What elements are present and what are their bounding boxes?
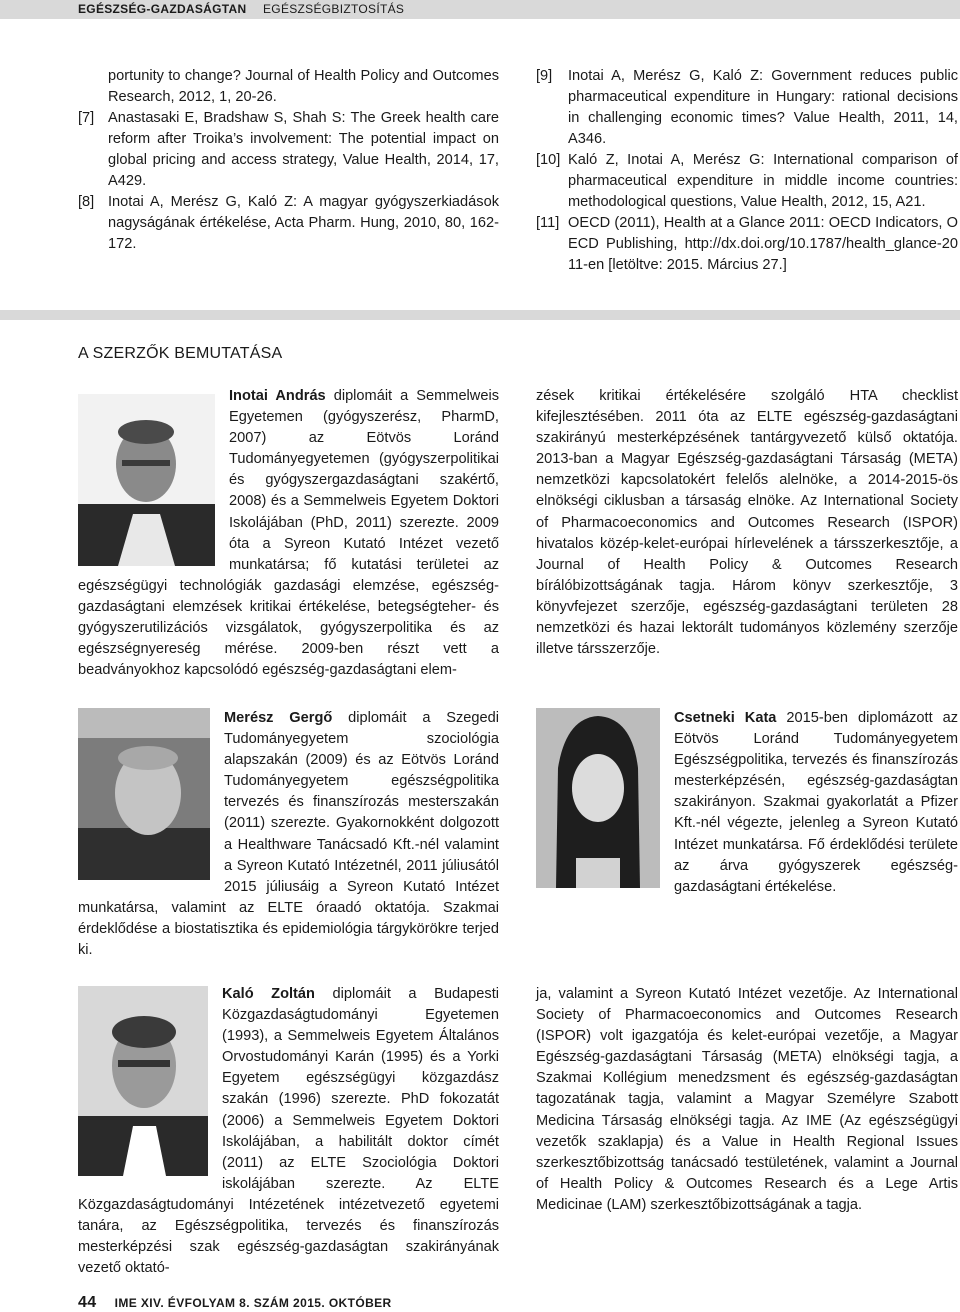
bio-name-kalo: Kaló Zoltán bbox=[222, 986, 315, 1002]
bio-name-csetneki: Csetneki Kata bbox=[674, 710, 777, 726]
running-header bbox=[0, 0, 960, 19]
reference-item bbox=[536, 66, 958, 150]
header-section-secondary: EGÉSZSÉGBIZTOSÍTÁS bbox=[263, 2, 405, 16]
bio-name-inotai: Inotai András bbox=[229, 388, 326, 404]
portrait-photo-meresz bbox=[78, 708, 210, 880]
bio-csetneki bbox=[536, 708, 958, 898]
reference-number: [11] bbox=[536, 215, 560, 231]
page-number: 44 bbox=[78, 1294, 97, 1311]
references-right bbox=[536, 66, 958, 276]
bio-continuation-inotai: zések kritikai értékelésére szolgáló HTA checklist kifejlesztésében. 2011 óta az ELTE egészség-gazdaságtani szakirányú mesterképzésének tantárgyvezető külső oktatója. 2013-ban a Magyar Egészség-gazdaságtani Társaság (META) nemzetközi kapcsolatokért felelős alelnöke, a 2014-2015-ös elnökségi ciklusban a társaság elnöke. Az International Society of Pharmacoeconomics and Outcomes Research (ISPOR) hivatalos közép-kelet-európai hírlevelének a társszerkesztője, a Journal of Health Policy & Outcomes Research bírálóbizottságának tagja. Három könyv szerkesztője, 3 könyvfejezet szerzője, egészség-gazdaságtani területen 28 nemzetközi és hazai lektorált tudományos közlemény szerzője illetve társszerzője. bbox=[536, 388, 958, 658]
reference-item bbox=[536, 150, 958, 213]
portrait-photo-csetneki bbox=[536, 708, 660, 888]
page-footer bbox=[78, 1294, 392, 1312]
reference-text: Inotai A, Merész G, Kaló Z: Government reduces public pharmaceutical expenditure in Hungary: rational decisions in challenging economic times? Value Health, 2011, 14, A346. bbox=[568, 68, 958, 147]
bio-continuation-kalo: ja, valamint a Syreon Kutató Intézet vezetője. Az International Society of Pharmacoeconomics and Outcomes Research (ISPOR) volt igazgatója és kelet-európai vezetője, a Magyar Egészség-gazdaságtani Társaság (META) elnökségi tagja, a Szakmai Kollégium menedzsment és egészség-gazdaságtan tagozatának tagja, valamint a Magyar Személyre Szabott Medicina Társaság elnökségi tagja. Az IME (Az egészségügyi vezetők szaklapja) és a Value in Health Regional Issues szerkesztőbizottság tanácsadó testületének, valamint a Journal of Health Policy & Outcomes Research és a Lege Artis Medicinae (LAM) szerkesztőbizottságának a tagja. bbox=[536, 986, 958, 1213]
portrait-photo-kalo bbox=[78, 986, 208, 1176]
reference-number: [9] bbox=[536, 68, 553, 84]
reference-item bbox=[78, 192, 499, 255]
reference-item bbox=[536, 213, 958, 276]
reference-text: Anastasaki E, Bradshaw S, Shah S: The Greek health care reform after Troika’s involvement: The potential impact on global pricing and access strategy, Value Health, 2014, 17, A429. bbox=[108, 110, 499, 189]
bio-kalo bbox=[78, 984, 499, 1279]
issue-label: IME XIV. ÉVFOLYAM 8. SZÁM 2015. OKTÓBER bbox=[114, 1296, 392, 1310]
portrait-photo-inotai bbox=[78, 394, 215, 566]
reference-number: [8] bbox=[78, 194, 95, 210]
reference-text: OECD (2011), Health at a Glance 2011: OECD Indicators, OECD Publishing, http://dx.doi.org/10.1787/health_glance-2011-en [letöltve: 2015. Március 27.] bbox=[568, 215, 958, 273]
bio-text-csetneki: 2015-ben diplomázott az Eötvös Loránd Tudományegyetem Egészségpolitika, tervezés és finanszírozás mesterképzésén, egészség-gazdaságtan szakirányon. Szakmai gyakorlatát a Pfizer Kft.-nél végezte, jelenleg a Syreon Kutató Intézet munkatársa. Fő érdeklődési területe az árva gyógyszerek egészség-gazdaságtani értékelése. bbox=[674, 710, 958, 895]
references-left bbox=[78, 66, 499, 255]
header-section-primary: EGÉSZSÉG-GAZDASÁGTAN bbox=[78, 2, 247, 16]
section-divider-band bbox=[0, 310, 960, 320]
reference-text: Inotai A, Merész G, Kaló Z: A magyar gyógyszerkiadások nagyságának értékelése, Acta Pharm. Hung, 2010, 80, 162-172. bbox=[108, 194, 499, 252]
reference-item bbox=[78, 108, 499, 192]
bio-text-meresz: diplomáit a Szegedi Tudományegyetem szociológia alapszakán (2009) és az Eötvös Loránd Tudományegyetem egészségpolitika tervezés és finanszírozás mesterszakán (2011) szerezte. Gyakornokként dolgozott a Healthware Tanácsadó Kft.-nél valamint a Syreon Kutató Intézetnél, 2011 júliusától 2015 júliusáig a Syreon Kutató Intézet munkatársa, valamint az ELTE óraadó oktatója. Szakmai érdeklődése a biostatisztika és epidemiológia tárgykörökre terjed ki. bbox=[78, 710, 499, 959]
section-title: A SZERZŐK BEMUTATÁSA bbox=[78, 345, 283, 362]
bio-inotai bbox=[78, 386, 499, 681]
bio-text-inotai: diplomáit a Semmelweis Egyetemen (gyógyszerész, PharmD, 2007) az Eötvös Loránd Tudományegyetemen (gyógyszerpolitikai és gyógyszergazdaságtani szakértő, 2008) és a Semmelweis Egyetem Doktori Iskolájában (PhD, 2011) szerezte. 2009 óta a Syreon Kutató Intézet vezető munkatársa; fő kutatási területei az egészségügyi technológiák gazdasági elemzése, egészség-gazdaságtani elemzések kritikai értékelése, betegségteher- és gyógyszerutilizációs vizsgálatok, gyógyszerpolitika és az egészségnyereség mérése. 2009-ben részt vett a beadványokhoz kapcsolódó egészség-gazdaságtani elem- bbox=[78, 388, 499, 679]
reference-number: [10] bbox=[536, 152, 561, 168]
bio-text-kalo: diplomáit a Budapesti Közgazdaságtudományi Egyetemen (1993), a Semmelweis Egyetem Általános Orvostudományi Karán (1995) és a Yorki Egyetem egészségügyi közgazdász szakán (1996) szerezte. PhD fokozatát (2006) a Semmelweis Egyetem Doktori Iskolájában, a habilitált doktor címét (2011) az ELTE Szociológia Doktori iskolájában szerezte. Az ELTE Közgazdaságtudományi Intézetének intézetvezető egyetemi tanára, az Egészségpolitika, tervezés és finanszírozás mesterképzési szak egészség-gazdaságtan szakirányának vezető oktató- bbox=[78, 986, 499, 1277]
bio-name-meresz: Merész Gergő bbox=[224, 710, 333, 726]
reference-text: Kaló Z, Inotai A, Merész G: International comparison of pharmaceutical expenditure in middle income countries: methodological questions, Value Health, 2012, 15, A21. bbox=[568, 152, 958, 210]
reference-continuation: portunity to change? Journal of Health Policy and Outcomes Research, 2012, 1, 20-26. bbox=[108, 68, 499, 105]
reference-number: [7] bbox=[78, 110, 95, 126]
bio-meresz bbox=[78, 708, 499, 961]
